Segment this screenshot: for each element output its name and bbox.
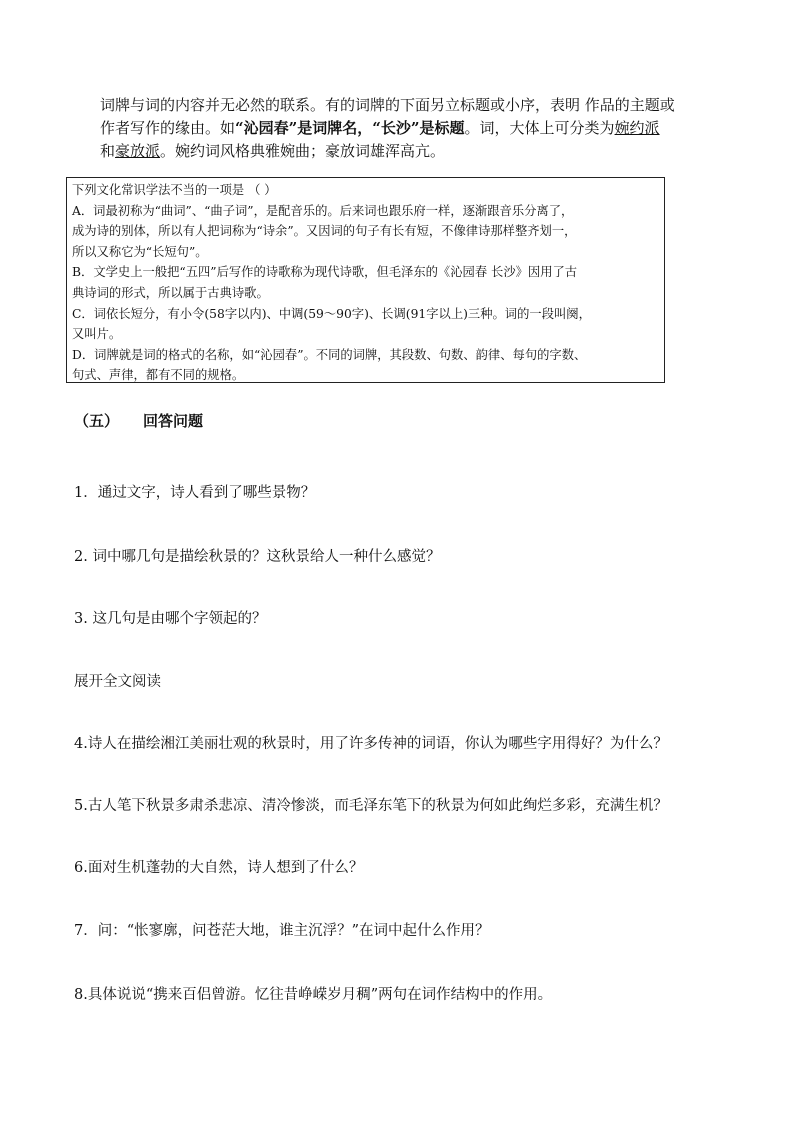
option-d-line-1: D．词牌就是词的格式的名称，如“沁园春”。不同的词牌，其段数、句数、韵律、每句的字数、 xyxy=(72,347,587,362)
haofang-school-term: 豪放派 xyxy=(115,142,161,160)
question-5: 5.古人笔下秋景多肃杀悲凉、清冷惨淡，而毛泽东笔下的秋景为何如此绚烂多彩，充满生机？ xyxy=(74,798,668,814)
option-a-line-2: 成为诗的别体，所以有人把词称为“诗余”。又因词的句子有长有短，不像律诗那样整齐划一， xyxy=(72,224,577,239)
question-2: 2. 词中哪几句是描绘秋景的？这秋景给人一种什么感觉？ xyxy=(74,549,441,565)
intro-text-4: 和 xyxy=(100,142,116,160)
section-title: 回答问题 xyxy=(143,412,204,430)
intro-bold-title-note: “沁园春”是词牌名，“长沙”是标题 xyxy=(235,119,465,137)
question-3: 3. 这几句是由哪个字领起的？ xyxy=(74,611,267,627)
box-question-stem: 下列文化常识学法不当的一项是 （ ） xyxy=(72,183,277,197)
intro-text-1: 词牌与词的内容并无必然的联系。有的词牌的下面另立标题或小序，表明 作品的主题或 xyxy=(100,96,675,114)
option-a-line-3: 所以又称它为“长短句”。 xyxy=(72,244,208,259)
section-number: （五） xyxy=(74,412,120,430)
multiple-choice-box xyxy=(66,177,665,383)
question-8: 8.具体说说“携来百侣曾游。忆往昔峥嵘岁月稠”两句在词作结构中的作用。 xyxy=(74,987,553,1003)
question-4: 4.诗人在描绘湘江美丽壮观的秋景时，用了许多传神的词语，你认为哪些字用得好？为什么？ xyxy=(74,736,668,752)
option-c-line-2: 又叫片。 xyxy=(72,327,122,342)
wanyue-school-term: 婉约派 xyxy=(614,119,660,137)
intro-paragraph xyxy=(100,94,730,163)
expand-full-text-link[interactable]: 展开全文阅读 xyxy=(74,674,161,690)
option-d-line-2: 句式、声律，都有不同的规格。 xyxy=(72,368,245,383)
option-b-line-2: 典诗词的形式，所以属于古典诗歌。 xyxy=(72,285,269,300)
intro-text-5: 。婉约词风格典雅婉曲；豪放词雄浑高亢。 xyxy=(160,142,446,160)
question-7: 7．问：“怅寥廓，问苍茫大地，谁主沉浮？”在词中起什么作用？ xyxy=(74,923,490,939)
question-6: 6.面对生机蓬勃的大自然，诗人想到了什么？ xyxy=(74,860,364,876)
option-a-line-1: A．词最初称为“曲词”、“曲子词”，是配音乐的。后来词也跟乐府一样，逐渐跟音乐分离了， xyxy=(72,203,574,218)
intro-text-3: 。词，大体上可分类为 xyxy=(464,119,615,137)
intro-text-2: 作者写作的缘由。如 xyxy=(100,119,236,137)
section-heading xyxy=(74,410,203,431)
question-1: 1．通过文字，诗人看到了哪些景物？ xyxy=(74,485,316,501)
option-b-line-1: B．文学史上一般把“五四”后写作的诗歌称为现代诗歌，但毛泽东的《沁园春 长沙》因用了古 xyxy=(72,265,578,280)
option-c-line-1: C．词依长短分，有小令(58字以内)、中调(59～90字)、长调(91字以上)三种。词的一段叫阕， xyxy=(72,306,591,321)
